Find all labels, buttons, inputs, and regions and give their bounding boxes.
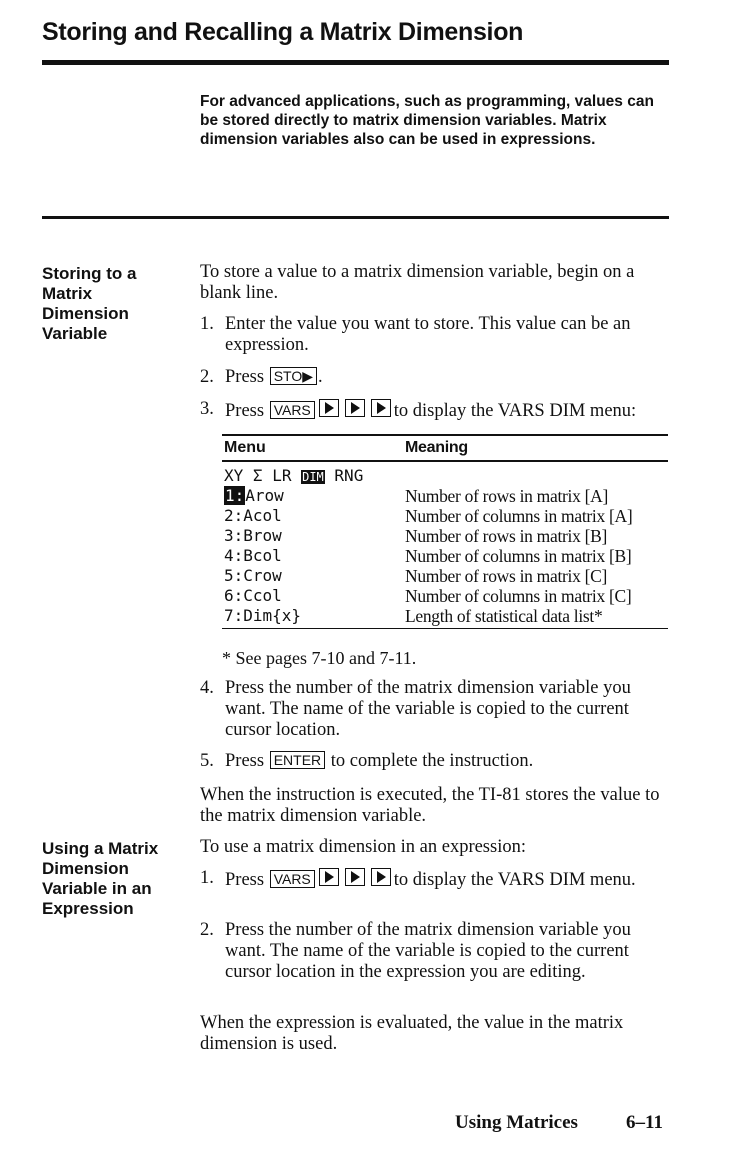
step-text: Press the number of the matrix dimension variable you want. The name of the variable is copied to the current cursor location in the expression you are editing. (225, 920, 631, 982)
row-meaning: Number of rows in matrix [B] (405, 525, 608, 546)
header-meaning: Meaning (405, 438, 468, 456)
row-meaning: Number of columns in matrix [B] (405, 545, 632, 566)
menu-lr: LR (272, 465, 292, 485)
step-text (225, 751, 670, 772)
table-header-rule (222, 460, 668, 462)
section-rule (42, 216, 669, 219)
step-number: 2. (200, 920, 214, 940)
menu-dim-selected: DIM (302, 469, 324, 484)
menu-xy: XY (224, 465, 244, 485)
section1-heading: Storing to a Matrix Dimension Variable (42, 264, 137, 343)
menu-bar (224, 466, 363, 487)
row-key: 3: (224, 525, 244, 545)
row-menu-item (224, 606, 301, 626)
table-footnote: * See pages 7-10 and 7-11. (222, 648, 417, 668)
footer-section-title: Using Matrices (455, 1112, 578, 1133)
right-arrow-key-icon (371, 399, 391, 417)
table-row (222, 606, 668, 626)
table-row (222, 546, 668, 566)
row-name: Crow (243, 565, 282, 585)
table-row (222, 506, 668, 526)
step-pre: Press (225, 870, 265, 890)
row-meaning: Number of columns in matrix [A] (405, 505, 633, 526)
step-text (225, 399, 670, 422)
row-menu-item (224, 486, 284, 506)
row-menu-item (224, 566, 282, 586)
step-text (225, 367, 670, 388)
right-arrow-key-icon (371, 868, 391, 886)
right-arrow-key-icon (345, 399, 365, 417)
row-name: Arow (245, 485, 284, 505)
section2-lead: To use a matrix dimension in an expression: (200, 837, 526, 857)
menu-sigma: Σ (252, 465, 263, 485)
vars-dim-menu-table (222, 434, 668, 629)
section2-closing: When the expression is evaluated, the value in the matrix dimension is used. (200, 1013, 624, 1054)
row-key: 2: (224, 505, 244, 525)
right-arrow-key-icon (345, 868, 365, 886)
section2-heading: Using a Matrix Dimension Variable in an Expression (42, 839, 159, 918)
vars-key: VARS (270, 401, 315, 419)
top-rule (42, 60, 669, 65)
row-meaning: Number of rows in matrix [C] (405, 565, 608, 586)
intro-paragraph: For advanced applications, such as programming, values can be stored directly to matrix dimension variables. Matrix dimension variables also can be used in expressions. (200, 93, 654, 148)
row-name: Acol (243, 505, 282, 525)
step-post: to display the VARS DIM menu. (393, 870, 636, 890)
row-key-highlighted: 1: (225, 485, 245, 505)
table-bottom-rule (222, 628, 668, 630)
row-menu-item (224, 506, 282, 526)
enter-key: ENTER (270, 751, 325, 769)
step-text (225, 868, 670, 891)
right-arrow-key-icon (319, 399, 339, 417)
sto-key: STO▶ (270, 367, 317, 385)
right-arrow-key-icon (319, 868, 339, 886)
row-name: Dim{x} (243, 605, 302, 625)
step-number: 4. (200, 678, 214, 698)
footer-page-number: 6–11 (626, 1112, 663, 1133)
row-name: Bcol (243, 545, 282, 565)
row-meaning: Number of rows in matrix [A] (405, 485, 609, 506)
step-post: to complete the instruction. (330, 751, 534, 771)
row-key: 7: (224, 605, 244, 625)
menu-rng: RNG (334, 465, 364, 485)
step-number: 5. (200, 751, 214, 771)
row-key: 4: (224, 545, 244, 565)
header-menu: Menu (224, 438, 266, 456)
table-header (222, 436, 668, 460)
row-name: Ccol (243, 585, 282, 605)
table-row (222, 526, 668, 546)
row-meaning: Length of statistical data list* (405, 605, 603, 626)
step-number: 3. (200, 399, 214, 419)
row-key: 5: (224, 565, 244, 585)
row-menu-item (224, 526, 282, 546)
step-pre: Press (225, 751, 265, 771)
step-post: . (317, 367, 323, 387)
step-text: Press the number of the matrix dimension variable you want. The name of the variable is copied to the current cursor location. (225, 678, 631, 740)
menu-bar-row (222, 466, 668, 486)
row-meaning: Number of columns in matrix [C] (405, 585, 632, 606)
table-row (222, 586, 668, 606)
step-number: 1. (200, 314, 214, 334)
step-number: 2. (200, 367, 214, 387)
vars-key: VARS (270, 870, 315, 888)
section1-lead: To store a value to a matrix dimension variable, begin on a blank line. (200, 262, 635, 303)
step-pre: Press (225, 401, 265, 421)
page-title: Storing and Recalling a Matrix Dimension (42, 18, 524, 46)
table-row (222, 486, 668, 506)
step-pre: Press (225, 367, 265, 387)
section1-closing: When the instruction is executed, the TI-81 stores the value to the matrix dimension variable. (200, 785, 660, 826)
step-post: to display the VARS DIM menu: (393, 401, 637, 421)
row-menu-item (224, 546, 282, 566)
row-menu-item (224, 586, 282, 606)
row-name: Brow (243, 525, 282, 545)
table-row (222, 566, 668, 586)
step-text: Enter the value you want to store. This value can be an expression. (225, 314, 631, 355)
row-key: 6: (224, 585, 244, 605)
step-number: 1. (200, 868, 214, 888)
